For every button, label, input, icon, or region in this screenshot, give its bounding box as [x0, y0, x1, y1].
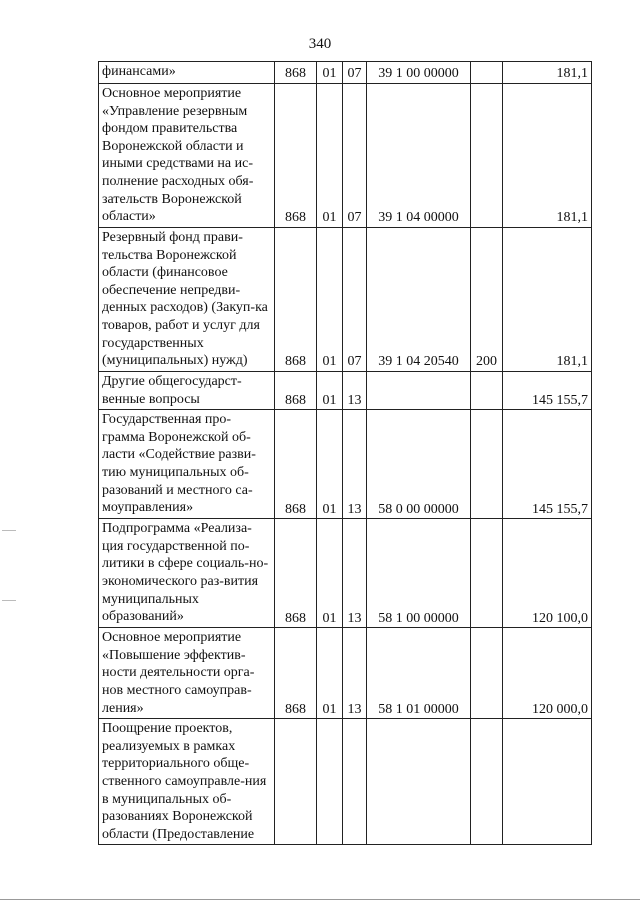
cell-ministry-code: 868	[275, 519, 317, 628]
cell-section-code: 01	[317, 228, 343, 372]
scan-bottom-rule	[0, 899, 640, 900]
budget-table-body	[99, 62, 592, 845]
cell-target-item-code: 58 0 00 00000	[367, 410, 471, 519]
cell-section-code: 01	[317, 519, 343, 628]
cell-item-name: Поощрение проектов, реализуемых в рамках территориального обще-ственного самоуправле-ния в муниципальных об-разованиях Воронежской области (Предоставление	[99, 719, 275, 845]
cell-section-code: 01	[317, 62, 343, 84]
table-row	[99, 628, 592, 719]
cell-subsection-code: 13	[343, 628, 367, 719]
table-row	[99, 519, 592, 628]
cell-expense-type-code	[471, 84, 503, 228]
cell-amount: 145 155,7	[503, 410, 592, 519]
cell-ministry-code	[275, 719, 317, 845]
cell-section-code: 01	[317, 84, 343, 228]
cell-item-name: финансами»	[99, 62, 275, 84]
cell-ministry-code: 868	[275, 228, 317, 372]
cell-item-name: Другие общегосударст-венные вопросы	[99, 372, 275, 410]
cell-target-item-code	[367, 719, 471, 845]
cell-expense-type-code	[471, 410, 503, 519]
cell-target-item-code: 58 1 01 00000	[367, 628, 471, 719]
page-number: 340	[308, 36, 332, 52]
cell-target-item-code: 39 1 04 20540	[367, 228, 471, 372]
table-row	[99, 410, 592, 519]
cell-item-name: Основное мероприятие «Управление резервным фондом правительства Воронежской области и иными средствами на ис-полнение расходных обя-зательств Воронежской области»	[99, 84, 275, 228]
cell-target-item-code	[367, 372, 471, 410]
cell-ministry-code: 868	[275, 372, 317, 410]
cell-amount: 145 155,7	[503, 372, 592, 410]
cell-subsection-code: 07	[343, 228, 367, 372]
cell-item-name: Государственная про-грамма Воронежской об-ласти «Содействие разви-тию муниципальных об-разований и местного са-моуправления»	[99, 410, 275, 519]
cell-target-item-code: 58 1 00 00000	[367, 519, 471, 628]
cell-section-code: 01	[317, 410, 343, 519]
cell-item-name: Резервный фонд прави-тельства Воронежской области (финансовое обеспечение непредви-денных расходов) (Закуп-ка товаров, работ и услуг для государственных (муниципальных) нужд)	[99, 228, 275, 372]
cell-subsection-code	[343, 719, 367, 845]
cell-expense-type-code	[471, 719, 503, 845]
cell-target-item-code: 39 1 00 00000	[367, 62, 471, 84]
cell-ministry-code: 868	[275, 84, 317, 228]
cell-amount	[503, 719, 592, 845]
cell-amount: 181,1	[503, 62, 592, 84]
cell-expense-type-code	[471, 62, 503, 84]
cell-ministry-code: 868	[275, 628, 317, 719]
cell-item-name: Основное мероприятие «Повышение эффектив-ности деятельности орга-нов местного самоуправ-ления»	[99, 628, 275, 719]
cell-expense-type-code	[471, 519, 503, 628]
cell-item-name: Подпрограмма «Реализа-ция государственной по-литики в сфере социаль-но-экономического раз-вития муниципальных образований»	[99, 519, 275, 628]
cell-section-code: 01	[317, 628, 343, 719]
cell-subsection-code: 13	[343, 519, 367, 628]
cell-expense-type-code	[471, 628, 503, 719]
table-row	[99, 719, 592, 845]
table-row	[99, 62, 592, 84]
cell-amount: 120 100,0	[503, 519, 592, 628]
table-row	[99, 372, 592, 410]
cell-section-code	[317, 719, 343, 845]
cell-subsection-code: 13	[343, 372, 367, 410]
cell-expense-type-code: 200	[471, 228, 503, 372]
budget-table	[98, 61, 592, 845]
scan-margin-mark	[2, 530, 16, 531]
cell-subsection-code: 13	[343, 410, 367, 519]
cell-ministry-code: 868	[275, 62, 317, 84]
scan-margin-mark	[2, 600, 16, 601]
cell-amount: 181,1	[503, 228, 592, 372]
cell-ministry-code: 868	[275, 410, 317, 519]
cell-expense-type-code	[471, 372, 503, 410]
cell-subsection-code: 07	[343, 62, 367, 84]
table-row	[99, 228, 592, 372]
cell-amount: 120 000,0	[503, 628, 592, 719]
cell-section-code: 01	[317, 372, 343, 410]
table-row	[99, 84, 592, 228]
cell-amount: 181,1	[503, 84, 592, 228]
cell-subsection-code: 07	[343, 84, 367, 228]
cell-target-item-code: 39 1 04 00000	[367, 84, 471, 228]
